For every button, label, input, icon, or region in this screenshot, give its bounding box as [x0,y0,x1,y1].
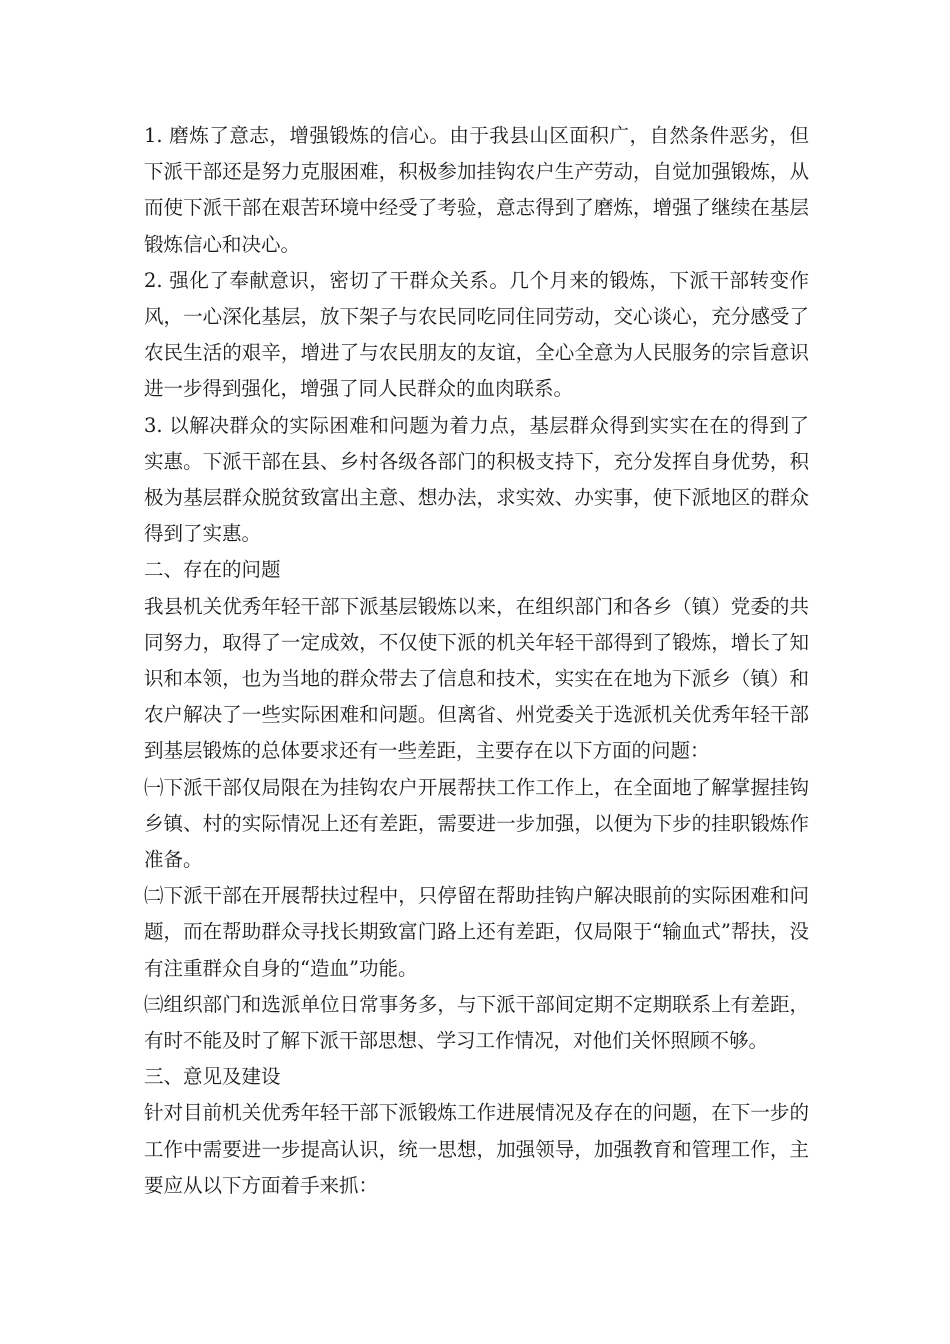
section-heading-suggestions: 三、意见及建设 [144,1065,281,1089]
section-heading-problems: 二、存在的问题 [144,558,281,582]
paragraph-suggestions-intro: 针对目前机关优秀年轻干部下派锻炼工作进展情况及存在的问题，在下一步的工作中需要进一步提高认识，统一思想，加强领导，加强教育和管理工作，主要应从以下方面着手来抓： [144,1101,809,1197]
document-body [144,118,809,1204]
paragraph-problem-2: ㈡下派干部在开展帮扶过程中，只停留在帮助挂钩户解决眼前的实际困难和问题，而在帮助群众寻找长期致富门路上还有差距，仅局限于“输血式”帮扶，没有注重群众自身的“造血”功能。 [144,884,809,980]
paragraph-item-1: 1. 磨炼了意志，增强锻炼的信心。由于我县山区面积广，自然条件恶劣，但下派干部还是努力克服困难，积极参加挂钩农户生产劳动，自觉加强锻炼，从而使下派干部在艰苦环境中经受了考验，意志得到了磨炼，增强了继续在基层锻炼信心和决心。 [144,124,809,256]
paragraph-problems-intro: 我县机关优秀年轻干部下派基层锻炼以来，在组织部门和各乡（镇）党委的共同努力，取得了一定成效，不仅使下派的机关年轻干部得到了锻炼，增长了知识和本领，也为当地的群众带去了信息和技术，实实在在地为下派乡（镇）和农户解决了一些实际困难和问题。但离省、州党委关于选派机关优秀年轻干部到基层锻炼的总体要求还有一些差距，主要存在以下方面的问题： [144,594,809,763]
paragraph-problem-3: ㈢组织部门和选派单位日常事务多，与下派干部间定期不定期联系上有差距，有时不能及时了解下派干部思想、学习工作情况，对他们关怀照顾不够。 [144,992,809,1053]
paragraph-item-2: 2. 强化了奉献意识，密切了干群众关系。几个月来的锻炼，下派干部转变作风，一心深化基层，放下架子与农民同吃同住同劳动，交心谈心，充分感受了农民生活的艰辛，增进了与农民朋友的友谊，全心全意为人民服务的宗旨意识进一步得到强化，增强了同人民群众的血肉联系。 [144,268,809,401]
paragraph-item-3: 3. 以解决群众的实际困难和问题为着力点，基层群众得到实实在在的得到了实惠。下派干部在县、乡村各级各部门的积极支持下，充分发挥自身优势，积极为基层群众脱贫致富出主意、想办法，求实效、办实事，使下派地区的群众得到了实惠。 [144,413,809,546]
paragraph-problem-1: ㈠下派干部仅局限在为挂钩农户开展帮扶工作工作上，在全面地了解掌握挂钩乡镇、村的实际情况上还有差距，需要进一步加强，以便为下步的挂职锻炼作准备。 [144,775,809,872]
